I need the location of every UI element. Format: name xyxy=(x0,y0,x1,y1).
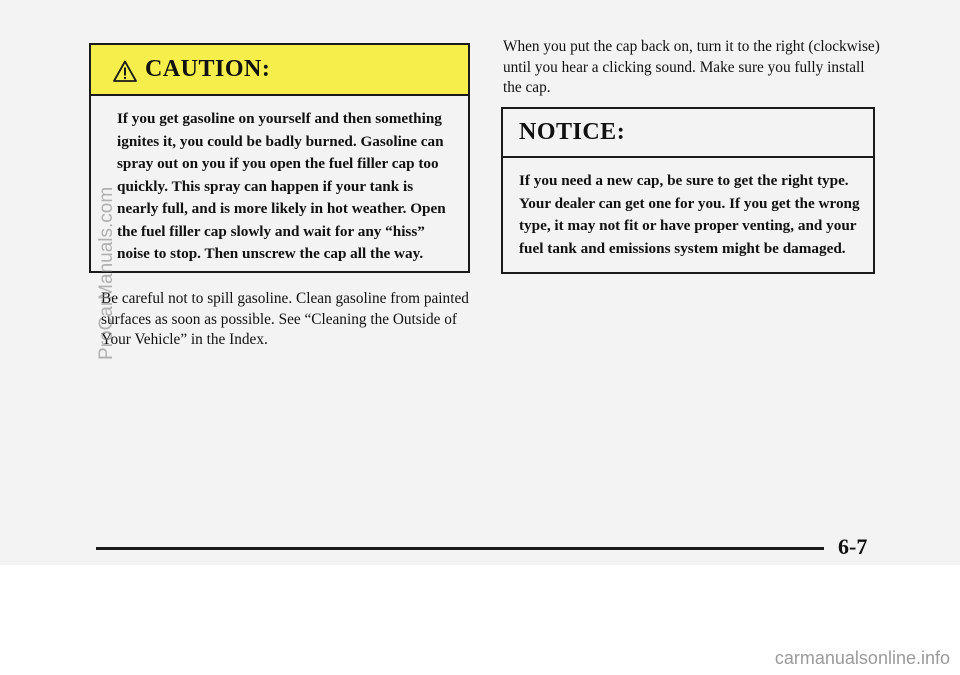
notice-text: If you need a new cap, be sure to get the right type. Your dealer can get one for you. If you get the wrong type, it may not fit or have proper venting, and your fuel tank and emissions system might be damaged. xyxy=(519,172,860,257)
notice-box xyxy=(501,107,875,274)
vertical-watermark: ProCarManuals.com xyxy=(96,186,117,360)
notice-title: NOTICE: xyxy=(519,119,626,145)
caution-text: If you get gasoline on yourself and then something ignites it, you could be badly burned. Gasoline can spray out on you if you open the fuel filler cap too quickly. This spray can happen if your tank is nearly full, and is more likely in hot weather. Open the fuel filler cap slowly and wait for any “hiss” noise to stop. Then unscrew the cap all the way. xyxy=(117,110,446,262)
cap-install-paragraph: When you put the cap back on, turn it to the right (clockwise) until you hear a clicking sound. Make sure you fully install the cap. xyxy=(503,38,880,96)
bottom-watermark: carmanualsonline.info xyxy=(774,648,950,668)
spill-instructions-paragraph: Be careful not to spill gasoline. Clean gasoline from painted surfaces as soon as possible. See “Cleaning the Outside of Your Vehicle” in the Index. xyxy=(101,290,469,348)
caution-header xyxy=(91,45,468,96)
caution-box xyxy=(89,43,470,273)
caution-title: CAUTION: xyxy=(145,56,271,82)
page-number: 6-7 xyxy=(838,534,868,559)
footer-rule xyxy=(96,547,824,550)
warning-triangle-icon xyxy=(113,60,137,82)
notice-header xyxy=(503,109,873,158)
